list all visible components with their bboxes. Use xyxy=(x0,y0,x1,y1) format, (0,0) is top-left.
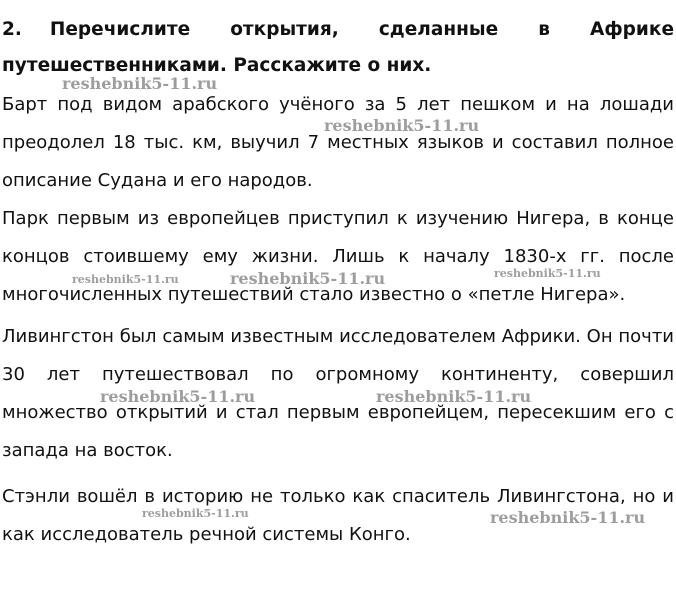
paragraph-livingstone: Ливингстон был самым известным исследователем Африки. Он почти 30 лет путешествовал по огромному континенту, совершил множество открытий и стал первым европейцем, пересекшим его с запада на восток. xyxy=(2,326,674,461)
question-number: 2. xyxy=(2,19,22,40)
paragraph-stanley: Стэнли вошёл в историю не только как спаситель Ливингстона, но и как исследователь речной системы Конго. xyxy=(2,486,674,545)
question-text: Перечислите открытия, сделанные в Африке путешественниками. Расскажите о них. xyxy=(2,19,674,76)
watermark-text: reshebnik5-11.ru xyxy=(142,507,249,520)
paragraph-barth: Барт под видом арабского учёного за 5 лет пешком и на лошади преодолел 18 тыс. км, выучил 7 местных языков и составил полное описание Судана и его народов. xyxy=(2,94,674,191)
watermark-text: reshebnik5-11.ru xyxy=(62,74,218,93)
watermark-text: reshebnik5-11.ru xyxy=(230,269,386,288)
watermark-text: reshebnik5-11.ru xyxy=(100,387,256,406)
watermark-text: reshebnik5-11.ru xyxy=(494,267,601,280)
watermark-text: reshebnik5-11.ru xyxy=(72,273,179,286)
paragraph-park: Парк первым из европейцев приступил к изучению Нигера, в конце концов стоившему ему жизни. Лишь к началу 1830-х гг. после многочисленных путешествий стало известно о «петле Нигера». xyxy=(2,208,674,305)
watermark-text: reshebnik5-11.ru xyxy=(490,508,646,527)
watermark-text: reshebnik5-11.ru xyxy=(324,116,480,135)
watermark-text: reshebnik5-11.ru xyxy=(376,387,532,406)
document-page xyxy=(2,0,674,590)
